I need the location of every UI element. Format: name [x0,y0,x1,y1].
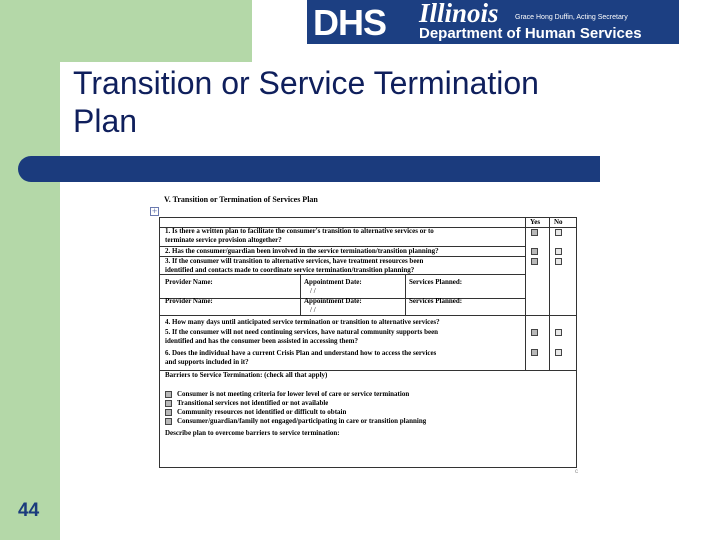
services-planned-label: Services Planned: [409,278,463,286]
dhs-logo-mark: DHS [313,2,387,43]
question-6-line-2: and supports included in it? [165,358,249,366]
slide-title-line-1: Transition or Service Termination [73,65,539,101]
row-rule [160,315,576,316]
department-name: Department of Human Services [419,25,642,42]
dhs-logo-banner [307,0,679,44]
appointment-divider [405,274,406,315]
describe-plan-label: Describe plan to overcome barriers to service termination: [165,429,340,437]
yes-column-divider [525,218,526,370]
table-move-handle-icon[interactable]: + [151,207,158,215]
q6-yes-checkbox[interactable] [531,349,538,356]
provider-name-label: Provider Name: [165,278,213,286]
question-5-line-1: 5. If the consumer will not need continuing services, have natural community supports been [165,328,439,336]
appointment-date-blank[interactable]: / / [310,306,316,314]
appointment-date-blank[interactable]: / / [310,287,316,295]
services-planned-label: Services Planned: [409,297,463,305]
q2-yes-checkbox[interactable] [531,248,538,255]
question-5-line-2: identified and has the consumer been assisted in accessing them? [165,337,358,345]
corner-mark: c [575,469,578,475]
q1-no-checkbox[interactable] [555,229,562,236]
provider-divider [300,274,301,315]
barriers-title: Barriers to Service Termination: (check all that apply) [165,371,328,379]
appointment-date-label: Appointment Date: [304,297,362,305]
provider-name-label: Provider Name: [165,297,213,305]
barrier-checkbox[interactable] [165,409,172,416]
appointment-date-label: Appointment Date: [304,278,362,286]
q5-yes-checkbox[interactable] [531,329,538,336]
q3-no-checkbox[interactable] [555,258,562,265]
question-4: 4. How many days until anticipated service termination or transition to alternative services? [165,318,440,326]
barrier-item: Transitional services not identified or not available [177,399,329,407]
green-top-band [0,0,252,62]
barrier-item: Community resources not identified or difficult to obtain [177,408,347,416]
barrier-checkbox[interactable] [165,400,172,407]
green-side-band [0,0,60,540]
question-3-line-1: 3. If the consumer will transition to alternative services, have treatment resources been [165,257,424,265]
barrier-checkbox[interactable] [165,391,172,398]
question-3-line-2: identified and contacts made to coordinate service termination/transition planning? [165,266,415,274]
barrier-item: Consumer/guardian/family not engaged/participating in care or transition planning [177,417,427,425]
acting-secretary-text: Grace Hong Duffin, Acting Secretary [515,14,628,21]
no-column-header: No [554,218,563,226]
question-2: 2. Has the consumer/guardian been involved in the service termination/transition planning? [165,247,439,255]
title-divider-bar [18,156,600,182]
q2-no-checkbox[interactable] [555,248,562,255]
q3-yes-checkbox[interactable] [531,258,538,265]
barrier-checkbox[interactable] [165,418,172,425]
question-1-line-2: terminate service provision altogether? [165,236,282,244]
barrier-item: Consumer is not meeting criteria for lower level of care or service termination [177,390,410,398]
question-6-line-1: 6. Does the individual have a current Crisis Plan and understand how to access the services [165,349,437,357]
slide-number: 44 [18,500,40,521]
no-column-divider [549,218,550,370]
q5-no-checkbox[interactable] [555,329,562,336]
illinois-wordmark: Illinois [419,0,499,28]
slide-title [73,64,673,140]
q6-no-checkbox[interactable] [555,349,562,356]
slide-title-line-2: Plan [73,103,138,139]
form-section-title: V. Transition or Termination of Services Plan [164,195,318,204]
termination-plan-form [159,217,577,468]
yes-column-header: Yes [530,218,541,226]
question-1-line-1: 1. Is there a written plan to facilitate the consumer's transition to alternative services or to [165,227,434,235]
q1-yes-checkbox[interactable] [531,229,538,236]
